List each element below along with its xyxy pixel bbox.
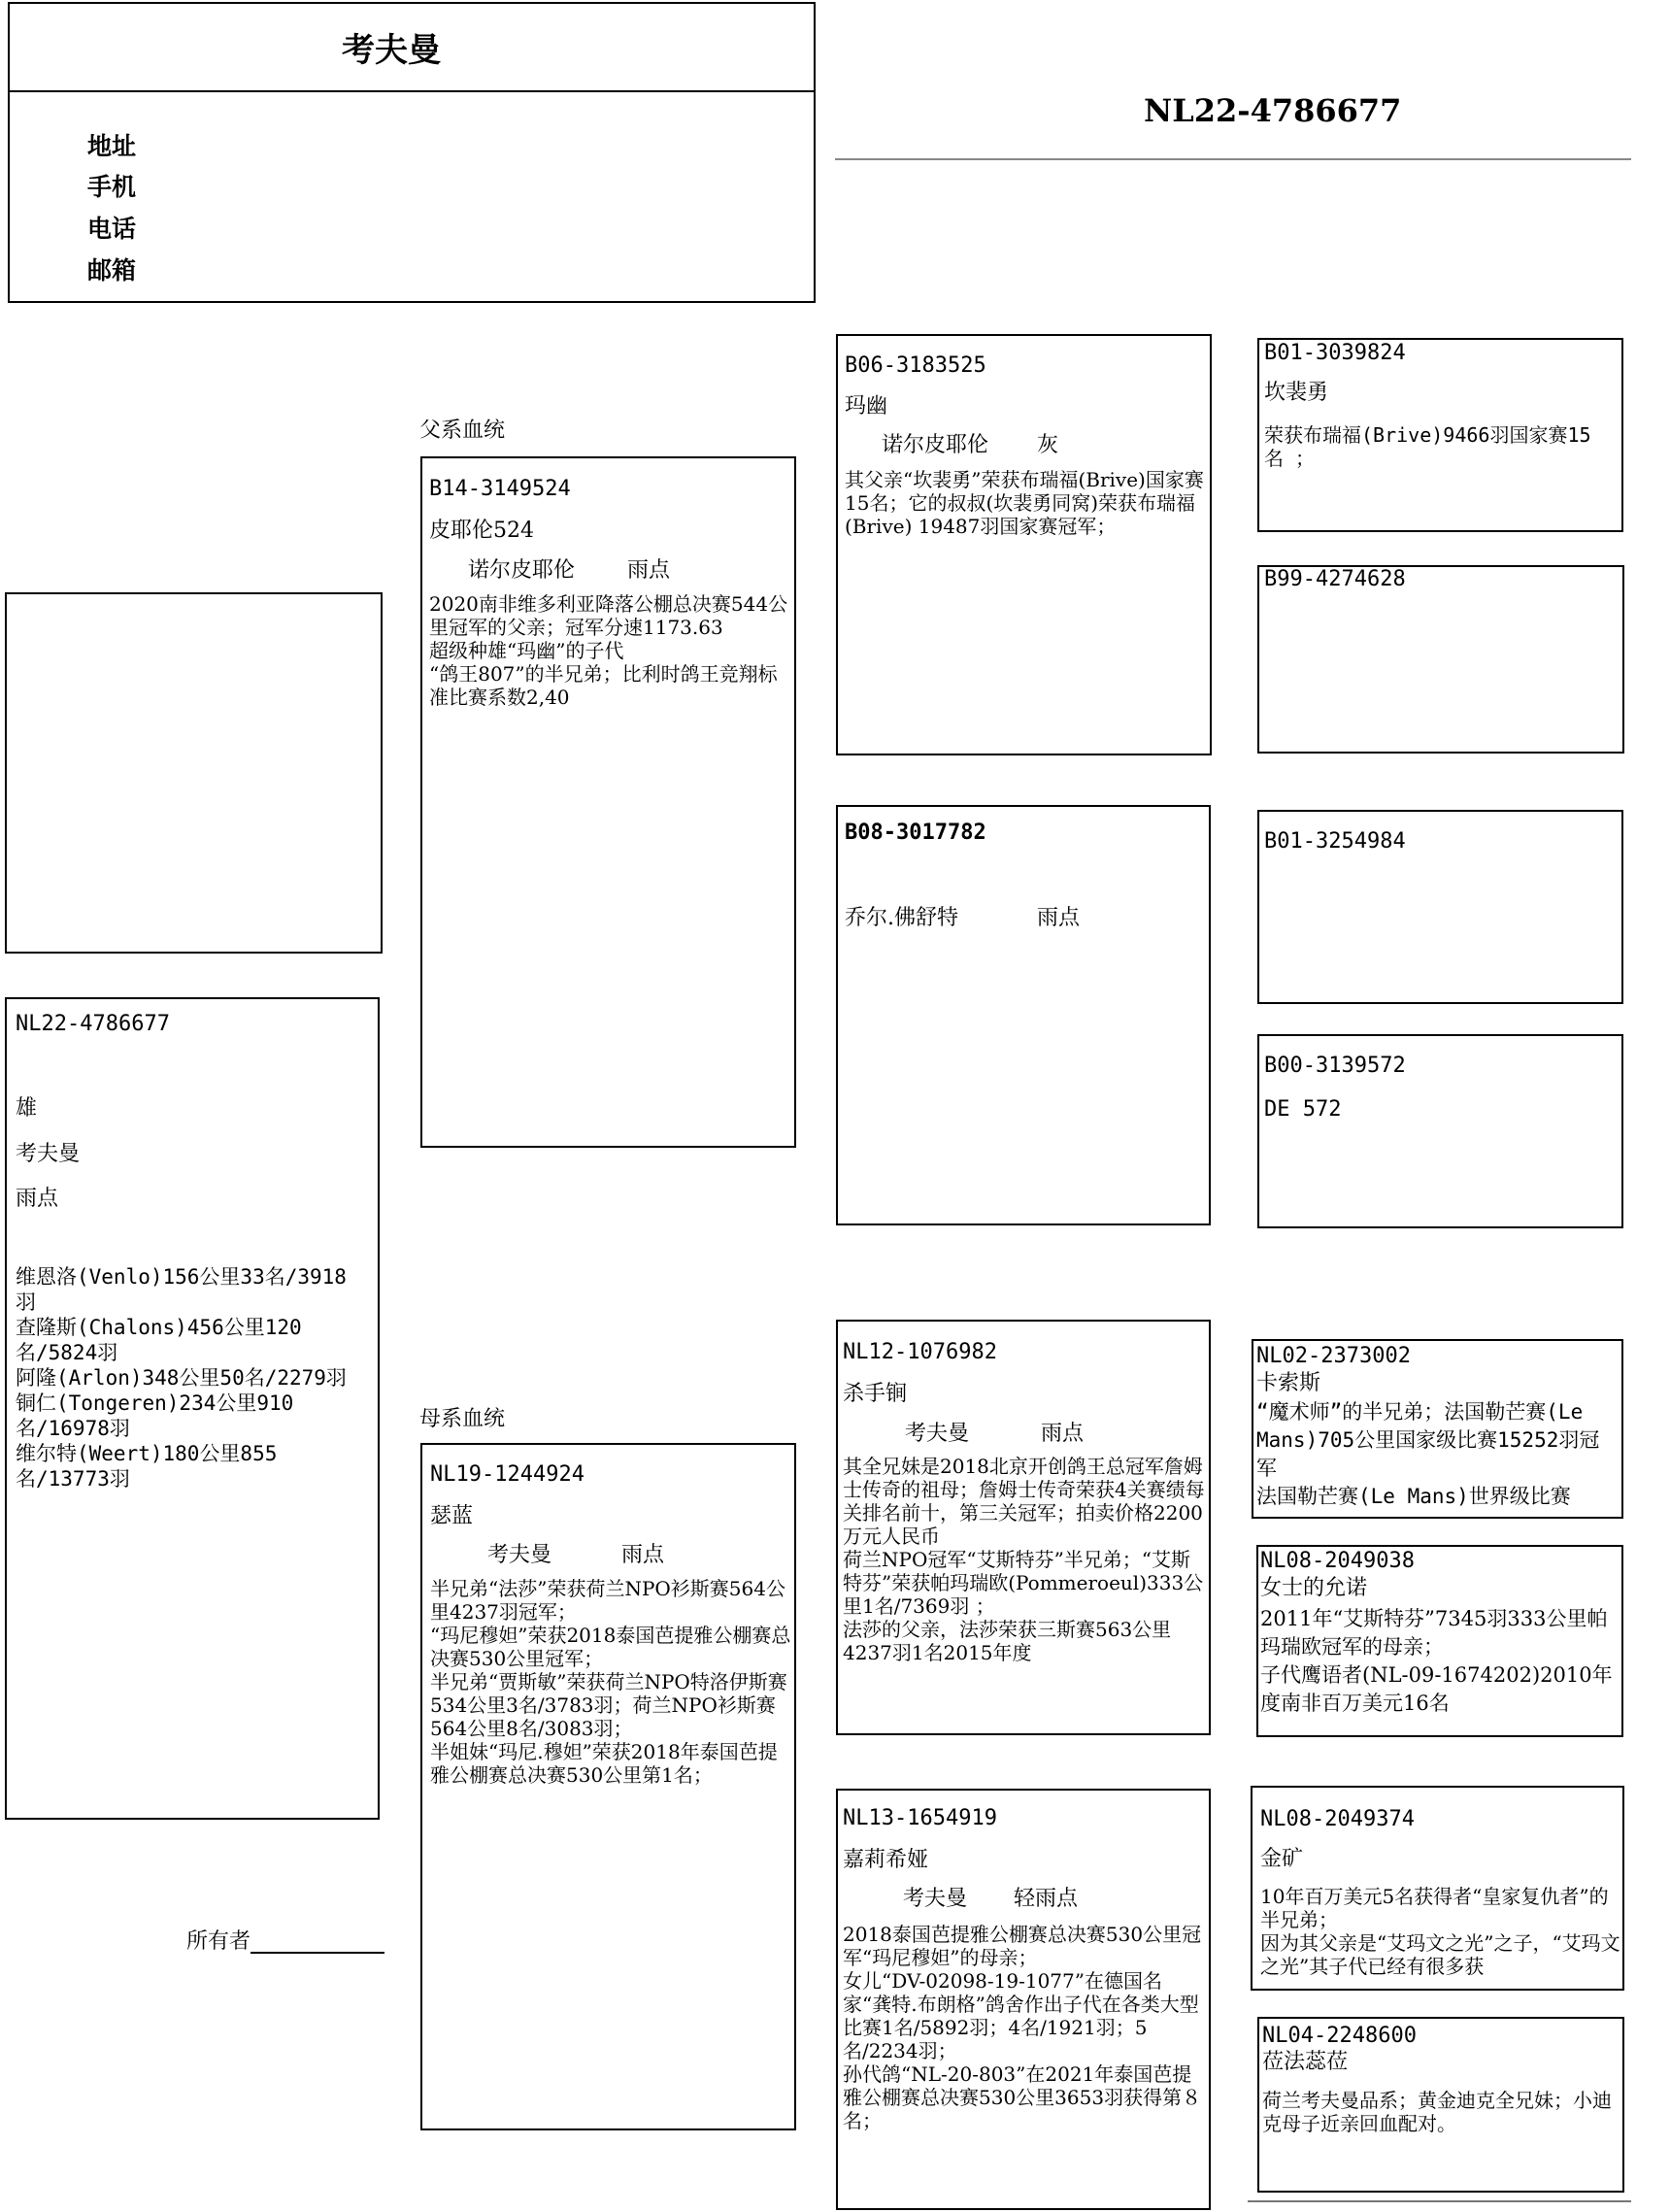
sdd-ring: B00-3139572 <box>1264 1054 1406 1078</box>
dsd-notes <box>1260 1605 1620 1718</box>
contact-address-label: 地址 <box>87 132 137 160</box>
ss-ring: B06-3183525 <box>845 353 986 378</box>
ssd-box <box>1257 565 1624 754</box>
ss-name: 玛幽 <box>845 394 888 419</box>
sss-name: 坎裴勇 <box>1264 381 1329 405</box>
dss-note: 法国勒芒赛(Le Mans)世界级比赛 <box>1256 1485 1571 1508</box>
ds-note: 荷兰NPO冠军“艾斯特芬”半兄弟；“艾斯特芬”荣获帕玛瑞欧(Pommeroeul)333公里1名/7369羽 ； <box>843 1548 1204 1618</box>
ds-name: 杀手锏 <box>843 1382 908 1406</box>
ss-color: 灰 <box>1037 433 1059 457</box>
subject-strain: 考夫曼 <box>16 1142 81 1166</box>
sss-note: 荣获布瑞福(Brive)9466羽国家赛15 名 ； <box>1264 423 1591 470</box>
dss-ring: NL02-2373002 <box>1256 1344 1411 1368</box>
ds-color: 雨点 <box>1041 1422 1085 1446</box>
dds-name: 金矿 <box>1260 1847 1304 1871</box>
subject-ring: NL22-4786677 <box>16 1012 170 1036</box>
dsd-ring: NL08-2049038 <box>1260 1549 1415 1573</box>
ds-note: 法莎的父亲，法莎荣获三斯赛563公里4237羽1名2015年度 <box>843 1618 1172 1664</box>
dsd-note: 2011年“艾斯特芬”7345羽333公里帕 玛瑞欧冠军的母亲； <box>1260 1607 1608 1659</box>
photo-placeholder <box>5 592 383 954</box>
dam-note: 半兄弟“贾斯敏”荣获荷兰NPO特洛伊斯赛534公里3名/3783羽；荷兰NPO衫斯赛564公里8名/3083羽； <box>430 1670 787 1740</box>
dds-ring: NL08-2049374 <box>1260 1807 1415 1831</box>
dd-note: 2018泰国芭提雅公棚赛总决赛530公里冠军“玛尼穆妲”的母亲； <box>843 1923 1202 1969</box>
sire-notes <box>429 592 794 709</box>
dd-notes <box>843 1923 1208 2132</box>
contact-phone-label: 电话 <box>87 215 137 243</box>
header-divider <box>8 90 816 92</box>
ds-strain: 考夫曼 <box>905 1422 970 1446</box>
dss-note: “魔术师”的半兄弟；法国勒芒赛(Le Mans)705公里国家级比赛15252羽冠军 <box>1256 1400 1600 1480</box>
ss-strain: 诺尔皮耶伦 <box>882 433 989 457</box>
ddd-notes <box>1262 2089 1620 2135</box>
contact-email-label: 邮箱 <box>87 256 137 285</box>
dam-notes <box>430 1577 794 1787</box>
ds-notes <box>843 1455 1208 1664</box>
subject-result: 阿隆(Arlon)348公里50名/2279羽 <box>16 1366 347 1390</box>
ssd-ring: B99-4274628 <box>1264 567 1406 591</box>
dam-note: 半兄弟“法莎”荣获荷兰NPO衫斯赛564公里4237羽冠军； <box>430 1577 785 1624</box>
sire-color: 雨点 <box>627 558 671 583</box>
dd-ring: NL13-1654919 <box>843 1806 997 1830</box>
dd-note: 孙代鸽“NL-20-803”在2021年泰国芭提雅公棚赛总决赛530公里3653羽获得第８名； <box>843 2062 1202 2132</box>
subject-result: 维恩洛(Venlo)156公里33名/3918羽 <box>16 1265 347 1314</box>
sire-note: 2020南非维多利亚降落公棚总决赛544公里冠军的父亲；冠军分速1173.63 <box>429 592 788 639</box>
dss-notes <box>1256 1398 1620 1511</box>
owner-signature-line <box>250 1952 384 1954</box>
subject-results <box>16 1264 365 1491</box>
sire-name: 皮耶伦524 <box>429 519 534 543</box>
dsd-note: 子代鹰语者(NL-09-1674202)2010年度南非百万美元16名 <box>1260 1663 1613 1715</box>
sd-ring: B08-3017782 <box>845 821 986 845</box>
bottom-rule <box>1248 2200 1631 2202</box>
sire-section-label: 父系血统 <box>419 419 506 443</box>
ss-note: 其父亲“坎裴勇”荣获布瑞福(Brive)国家赛15名；它的叔叔(坎裴勇同窝)荣获布瑞福(Brive) 19487羽国家赛冠军； <box>845 468 1204 538</box>
dd-note: 女儿“DV-02098-19-1077”在德国名家“龚特.布朗格”鸽舍作出子代在各类大型比赛1名/5892羽；4名/1921羽；5名/2234羽； <box>843 1969 1199 2062</box>
header-ring-underline <box>835 158 1631 160</box>
sd-box <box>836 805 1211 1225</box>
dam-ring: NL19-1244924 <box>430 1462 584 1487</box>
sd-name: 乔尔.佛舒特 <box>845 906 958 930</box>
subject-color: 雨点 <box>16 1187 59 1211</box>
dam-color: 雨点 <box>621 1543 665 1567</box>
sire-strain: 诺尔皮耶伦 <box>468 558 576 583</box>
dds-note: 10年百万美元5名获得者“皇家复仇者”的半兄弟； <box>1260 1885 1609 1931</box>
owner-name-title: 考夫曼 <box>342 31 441 70</box>
subject-result: 铜仁(Tongeren)234公里910名/16978羽 <box>16 1391 294 1440</box>
ds-note: 其全兄妹是2018北京开创鸽王总冠军詹姆士传奇的祖母；詹姆士传奇荣获4关赛绩每关排名前十，第三关冠军；拍卖价格2200万元人民币 <box>843 1455 1205 1548</box>
ddd-note: 荷兰考夫曼品系；黄金迪克全兄妹；小迪克母子近亲回血配对。 <box>1262 2089 1612 2135</box>
dam-strain: 考夫曼 <box>487 1543 552 1567</box>
dd-name: 嘉莉希娅 <box>843 1848 929 1872</box>
sds-ring: B01-3254984 <box>1264 829 1406 854</box>
dd-strain: 考夫曼 <box>903 1887 968 1911</box>
ddd-ring: NL04-2248600 <box>1262 2024 1417 2048</box>
owner-label: 所有者 <box>186 1929 251 1954</box>
dsd-name: 女士的允诺 <box>1260 1576 1368 1600</box>
dam-box <box>420 1443 796 2130</box>
contact-mobile-label: 手机 <box>87 173 137 201</box>
sdd-name: DE 572 <box>1264 1097 1342 1122</box>
ss-notes <box>845 468 1206 538</box>
sd-color: 雨点 <box>1037 906 1081 930</box>
ds-ring: NL12-1076982 <box>843 1340 997 1364</box>
dam-name: 瑟蓝 <box>430 1504 474 1528</box>
header-ring-number: NL22-4786677 <box>1144 92 1402 129</box>
subject-result: 查隆斯(Chalons)456公里120名/5824羽 <box>16 1316 302 1364</box>
subject-result: 维尔特(Weert)180公里855名/13773羽 <box>16 1442 278 1491</box>
sss-ring: B01-3039824 <box>1264 341 1406 365</box>
dds-note: 因为其父亲是“艾玛文之光”之子，“艾玛文之光”其子代已经有很多获 <box>1260 1931 1620 1978</box>
sire-ring: B14-3149524 <box>429 477 571 501</box>
dam-note: 半姐妹“玛尼.穆妲”荣获2018年泰国芭提雅公棚赛总决赛530公里第1名； <box>430 1740 778 1787</box>
sire-note: “鸽王807”的半兄弟；比利时鸽王竞翔标准比赛系数2,40 <box>429 662 778 709</box>
sire-note: 超级种雄“玛幽”的子代 <box>429 639 624 662</box>
dam-section-label: 母系血统 <box>419 1407 506 1431</box>
subject-sex: 雄 <box>16 1096 38 1121</box>
dam-note: “玛尼穆妲”荣获2018泰国芭提雅公棚赛总决赛530公里冠军； <box>430 1624 791 1670</box>
dss-name: 卡索斯 <box>1256 1371 1321 1395</box>
dd-color: 轻雨点 <box>1014 1887 1079 1911</box>
ss-box <box>836 334 1212 755</box>
sss-notes <box>1264 423 1620 470</box>
ddd-name: 莅法蕊莅 <box>1262 2050 1349 2074</box>
dds-notes <box>1260 1885 1621 1978</box>
